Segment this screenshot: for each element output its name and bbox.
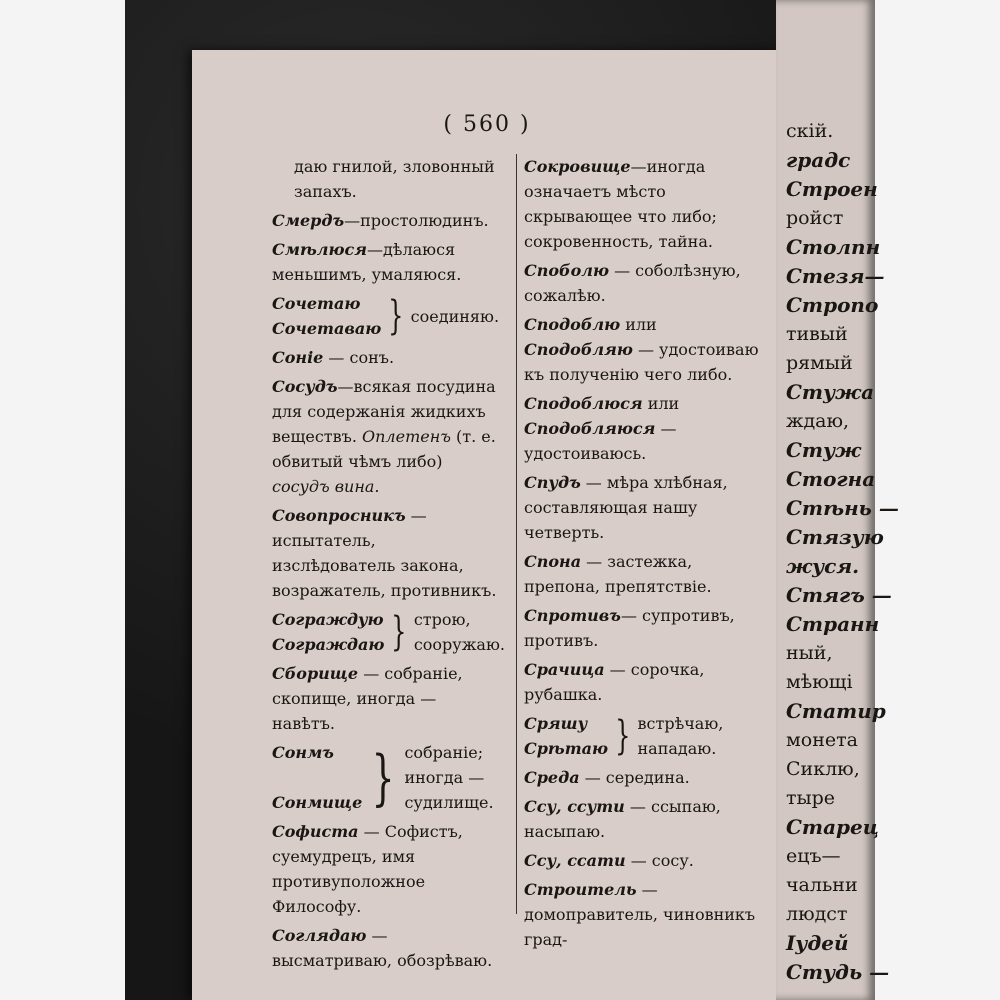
right-column bbox=[524, 154, 764, 956]
definition: — сосу. bbox=[630, 851, 694, 870]
next-page-line: мѣющі bbox=[786, 671, 853, 693]
definition: — испытатель, изслѣдователь закона, возражатель, противникъ. bbox=[272, 506, 497, 600]
dictionary-entry bbox=[524, 391, 764, 466]
headword: Срѣтаю bbox=[524, 739, 609, 758]
next-page-line: Стязую bbox=[786, 525, 884, 549]
headword: Сочетаваю bbox=[272, 319, 382, 338]
brace-entry-group bbox=[524, 711, 764, 761]
next-page-line: чальни bbox=[786, 874, 858, 896]
brace-entry-group bbox=[272, 740, 504, 815]
headword: Сподобляю bbox=[524, 340, 633, 359]
next-page-line: Строен bbox=[786, 177, 878, 201]
next-page-line: Старец bbox=[786, 815, 879, 839]
book-page bbox=[192, 50, 782, 1000]
definition: — сорочка, рубашка. bbox=[524, 660, 705, 704]
brace-glyph: } bbox=[371, 742, 395, 813]
headword: Ссу, ссути bbox=[524, 797, 625, 816]
headword: Ссу, ссати bbox=[524, 851, 626, 870]
dictionary-entry bbox=[272, 237, 504, 287]
brace-glyph: } bbox=[388, 293, 404, 339]
definition: встрѣчаю, нападаю. bbox=[637, 714, 724, 758]
definition: — соболѣзную, сожалѣю. bbox=[524, 261, 741, 305]
connector: или bbox=[647, 394, 680, 413]
headword: Спона bbox=[524, 552, 582, 571]
column-divider bbox=[516, 154, 517, 914]
definition: —дѣлаюся меньшимъ, умаляюся. bbox=[272, 240, 462, 284]
definition: — застежка, препона, препятствіе. bbox=[524, 552, 712, 596]
headword: Сочетаю bbox=[272, 294, 361, 313]
headword: Срачица bbox=[524, 660, 605, 679]
definition: строю, сооружаю. bbox=[413, 610, 505, 654]
definition: —всякая посудина для содержанія жидкихъ веществъ. bbox=[272, 377, 496, 446]
definition: — ссыпаю, насыпаю. bbox=[524, 797, 721, 841]
dictionary-entry bbox=[272, 208, 504, 233]
dictionary-entry bbox=[272, 923, 504, 973]
definition: собраніе; иногда — судилище. bbox=[404, 743, 494, 812]
next-page-line: Студь — bbox=[786, 960, 890, 984]
headword: Спротивъ bbox=[524, 606, 621, 625]
next-page-line: Стуж bbox=[786, 438, 862, 462]
next-page-line: Стезя— bbox=[786, 264, 885, 288]
dictionary-entry bbox=[524, 657, 764, 707]
next-page-line: Стѣнь — bbox=[786, 496, 899, 520]
dictionary-entry bbox=[524, 549, 764, 599]
dictionary-entry bbox=[524, 470, 764, 545]
italic-phrase: Оплетенъ bbox=[362, 427, 451, 446]
next-page-line: градс bbox=[786, 148, 851, 172]
next-page-line: ждаю, bbox=[786, 410, 850, 432]
definition: соединяю. bbox=[410, 306, 500, 326]
next-page-lines bbox=[786, 118, 899, 988]
headword: Сряшу bbox=[524, 714, 588, 733]
dictionary-entry bbox=[524, 312, 764, 387]
next-page-line: Сиклю, bbox=[786, 758, 860, 780]
headword: Смердъ bbox=[272, 211, 345, 230]
definition: — мѣра хлѣбная, составляющая нашу четверть. bbox=[524, 473, 728, 542]
brace-glyph: } bbox=[391, 609, 407, 655]
headword: Сподоблю bbox=[524, 315, 621, 334]
definition: — собраніе, скопище, иногда — навѣтъ. bbox=[272, 664, 463, 733]
definition: — сонъ. bbox=[328, 348, 395, 367]
next-page-line: ройст bbox=[786, 207, 844, 229]
definition: — домоправитель, чиновникъ град- bbox=[524, 880, 756, 949]
next-page-line: ный, bbox=[786, 642, 833, 664]
page-number: ( 560 ) bbox=[443, 112, 531, 137]
dictionary-entry bbox=[524, 848, 764, 873]
headword: Сподоблюся bbox=[524, 394, 643, 413]
definition: — высматриваю, обозрѣваю. bbox=[272, 926, 493, 970]
next-page-line: Столпн bbox=[786, 235, 881, 259]
next-page-line: Стогна bbox=[786, 467, 876, 491]
connector: или bbox=[625, 315, 657, 334]
headword: Сонмище bbox=[272, 793, 363, 812]
next-page-line: Странн bbox=[786, 612, 880, 636]
next-page-line: тивый bbox=[786, 323, 848, 345]
headword: Сосудъ bbox=[272, 377, 338, 396]
dictionary-entry bbox=[272, 819, 504, 919]
brace-glyph: } bbox=[615, 713, 631, 759]
left-column bbox=[272, 154, 504, 977]
dictionary-entry bbox=[272, 374, 504, 499]
definition: — удостоиваюсь. bbox=[524, 419, 677, 463]
next-page-line: людст bbox=[786, 903, 848, 925]
headword: Соглядаю bbox=[272, 926, 367, 945]
dictionary-entry bbox=[524, 765, 764, 790]
dictionary-entry bbox=[524, 794, 764, 844]
brace-entry-group bbox=[272, 291, 504, 341]
next-page-line: Стропо bbox=[786, 293, 879, 317]
definition: — супротивъ, противъ. bbox=[524, 606, 735, 650]
definition: — Софистъ, суемудрецъ, имя противуположное Философу. bbox=[272, 822, 463, 916]
headword: Смѣлюся bbox=[272, 240, 367, 259]
brace-entry-group bbox=[272, 607, 504, 657]
next-page-line: Іудей bbox=[786, 931, 849, 955]
headword: Спудъ bbox=[524, 473, 581, 492]
background-left bbox=[0, 0, 125, 1000]
dictionary-entry bbox=[524, 154, 764, 254]
headword: Сонмъ bbox=[272, 743, 334, 762]
next-page-line: тыре bbox=[786, 787, 836, 809]
headword: Сограждаю bbox=[272, 635, 385, 654]
next-page-line: Стужа bbox=[786, 380, 875, 404]
italic-phrase: сосудъ вина. bbox=[272, 477, 380, 496]
next-page-line: монета bbox=[786, 729, 858, 751]
definition: — удостоиваю къ полученію чего либо. bbox=[524, 340, 759, 384]
dictionary-entry bbox=[524, 877, 764, 952]
headword: Соніе bbox=[272, 348, 324, 367]
dictionary-entry bbox=[272, 345, 504, 370]
next-page-line: Стягъ — bbox=[786, 583, 892, 607]
headword: Строитель bbox=[524, 880, 637, 899]
headword: Сборище bbox=[272, 664, 359, 683]
dictionary-entry bbox=[524, 258, 764, 308]
next-page-line: жуся. bbox=[786, 554, 860, 578]
entry-continuation: даю гнилой, зловонный запахъ. bbox=[294, 157, 495, 201]
headword: Среда bbox=[524, 768, 580, 787]
definition: — середина. bbox=[584, 768, 690, 787]
headword: Сокровище bbox=[524, 157, 631, 176]
definition: —простолюдинъ. bbox=[344, 211, 489, 230]
headword: Сограждую bbox=[272, 610, 384, 629]
definition: (т. е. обвитый чѣмъ либо) bbox=[272, 427, 496, 471]
dictionary-entry bbox=[272, 503, 504, 603]
headword: Споболю bbox=[524, 261, 609, 280]
next-page-edge bbox=[776, 0, 899, 1000]
dictionary-entry bbox=[524, 603, 764, 653]
next-page-line: скій. bbox=[786, 120, 834, 142]
headword: Софиста bbox=[272, 822, 359, 841]
headword: Сподобляюся bbox=[524, 419, 656, 438]
dictionary-entry bbox=[272, 661, 504, 736]
next-page-line: рямый bbox=[786, 352, 853, 374]
next-page-line: Статир bbox=[786, 699, 886, 723]
definition: —иногда означаетъ мѣсто скрывающее что либо; сокровенность, тайна. bbox=[524, 157, 717, 251]
next-page-line: ецъ— bbox=[786, 845, 841, 867]
headword: Совопросникъ bbox=[272, 506, 406, 525]
